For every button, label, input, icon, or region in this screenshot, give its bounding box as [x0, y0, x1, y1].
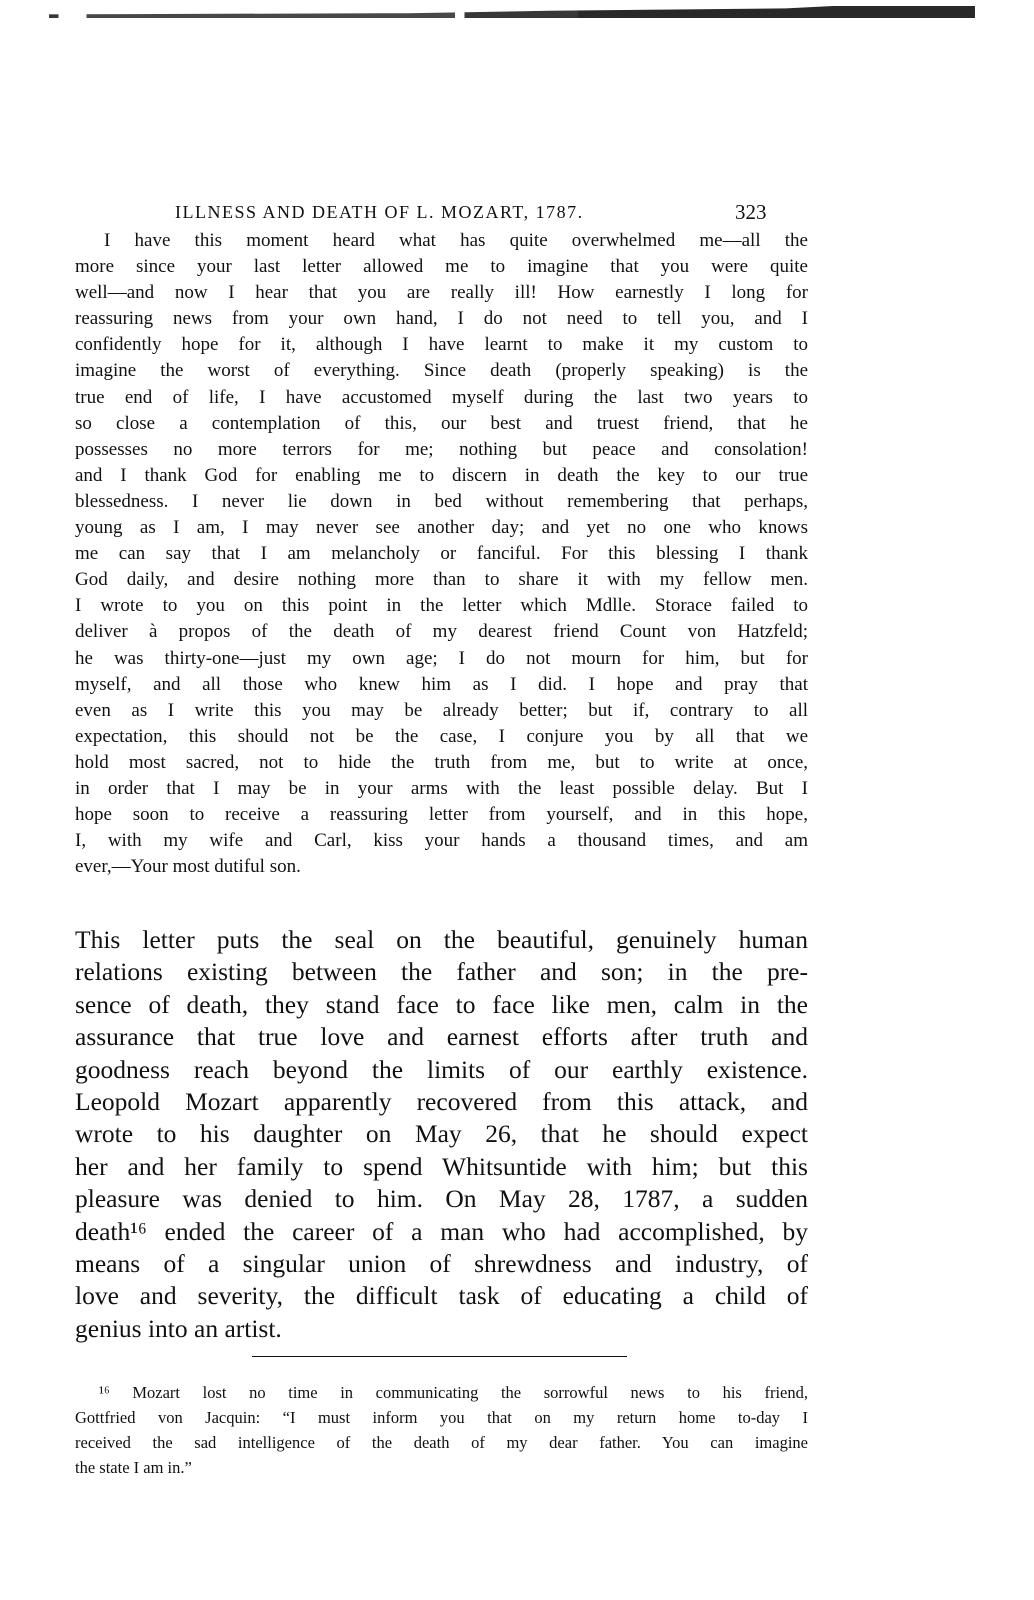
- text-line: I wrote to you on this point in the letter which Mdlle. Storace failed to: [75, 595, 808, 617]
- text-line: ¹⁶ Mozart lost no time in communicating the sorrowful news to his friend,: [99, 1383, 808, 1402]
- text-line: love and severity, the difficult task of educating a child of: [75, 1281, 808, 1311]
- text-line: so close a contemplation of this, our best and truest friend, that he: [75, 412, 808, 434]
- text-line: imagine the worst of everything. Since death (properly speaking) is the: [75, 360, 808, 382]
- text-line: blessedness. I never lie down in bed without remembering that perhaps,: [75, 490, 808, 512]
- text-line: true end of life, I have accustomed myself during the last two years to: [75, 386, 808, 408]
- text-line: deliver à propos of the death of my dearest friend Count von Hatzfeld;: [75, 621, 808, 643]
- text-line: goodness reach beyond the limits of our earthly existence.: [75, 1054, 808, 1084]
- text-line: sence of death, they stand face to face like men, calm in the: [75, 989, 808, 1019]
- text-line: even as I write this you may be already better; but if, contrary to all: [75, 699, 808, 721]
- text-line: assurance that true love and earnest efforts after truth and: [75, 1022, 808, 1052]
- text-line: more since your last letter allowed me to imagine that you were quite: [75, 256, 808, 278]
- text-line: expectation, this should not be the case, I conjure you by all that we: [75, 725, 808, 747]
- body-paragraph: [75, 924, 808, 1345]
- text-line: Gottfried von Jacquin: “I must inform you that on my return home to-day I: [75, 1408, 808, 1427]
- text-line: myself, and all those who knew him as I did. I hope and pray that: [75, 673, 808, 695]
- text-line: me can say that I am melancholy or fanciful. For this blessing I thank: [75, 543, 808, 565]
- text-line: relations existing between the father and son; in the pre-: [75, 957, 808, 987]
- text-line: I, with my wife and Carl, kiss your hands a thousand times, and am: [75, 830, 808, 852]
- text-line: ever,—Your most dutiful son.: [75, 856, 301, 878]
- text-line: genius into an artist.: [75, 1313, 282, 1343]
- text-line: I have this moment heard what has quite overwhelmed me—all the: [104, 230, 808, 251]
- text-line: Leopold Mozart apparently recovered from this attack, and: [75, 1086, 808, 1116]
- scan-edge-artifact: [30, 6, 975, 18]
- text-line: This letter puts the seal on the beautiful, genuinely human: [75, 925, 808, 954]
- text-line: God daily, and desire nothing more than to share it with my fellow men.: [75, 569, 808, 591]
- running-title: ILLNESS AND DEATH OF L. MOZART, 1787.: [175, 202, 584, 222]
- text-line: in order that I may be in your arms with the least possible delay. But I: [75, 777, 808, 799]
- text-line: and I thank God for enabling me to discern in death the key to our true: [75, 464, 808, 486]
- text-line: hold most sacred, not to hide the truth from me, but to write at once,: [75, 751, 808, 773]
- text-line: possesses no more terrors for me; nothing but peace and consolation!: [75, 438, 808, 460]
- text-line: he was thirty-one—just my own age; I do not mourn for him, but for: [75, 647, 808, 669]
- text-line: well—and now I hear that you are really ill! How earnestly I long for: [75, 282, 808, 304]
- text-line: the state I am in.”: [75, 1458, 192, 1477]
- text-line: received the sad intelligence of the death of my dear father. You can imagine: [75, 1433, 808, 1452]
- text-line: her and her family to spend Whitsuntide with him; but this: [75, 1151, 808, 1181]
- text-line: death¹⁶ ended the career of a man who had accomplished, by: [75, 1216, 808, 1246]
- text-line: wrote to his daughter on May 26, that he should expect: [75, 1119, 808, 1149]
- footnote: [75, 1380, 808, 1480]
- text-line: reassuring news from your own hand, I do not need to tell you, and I: [75, 308, 808, 330]
- text-line: young as I am, I may never see another day; and yet no one who knows: [75, 517, 808, 539]
- footnote-divider: [252, 1356, 627, 1357]
- text-line: means of a singular union of shrewdness and industry, of: [75, 1248, 808, 1278]
- text-line: pleasure was denied to him. On May 28, 1787, a sudden: [75, 1184, 808, 1214]
- text-line: confidently hope for it, although I have learnt to make it my custom to: [75, 334, 808, 356]
- letter-quotation: [75, 228, 808, 880]
- page-number: 323: [735, 200, 767, 224]
- text-line: hope soon to receive a reassuring letter from yourself, and in this hope,: [75, 804, 808, 826]
